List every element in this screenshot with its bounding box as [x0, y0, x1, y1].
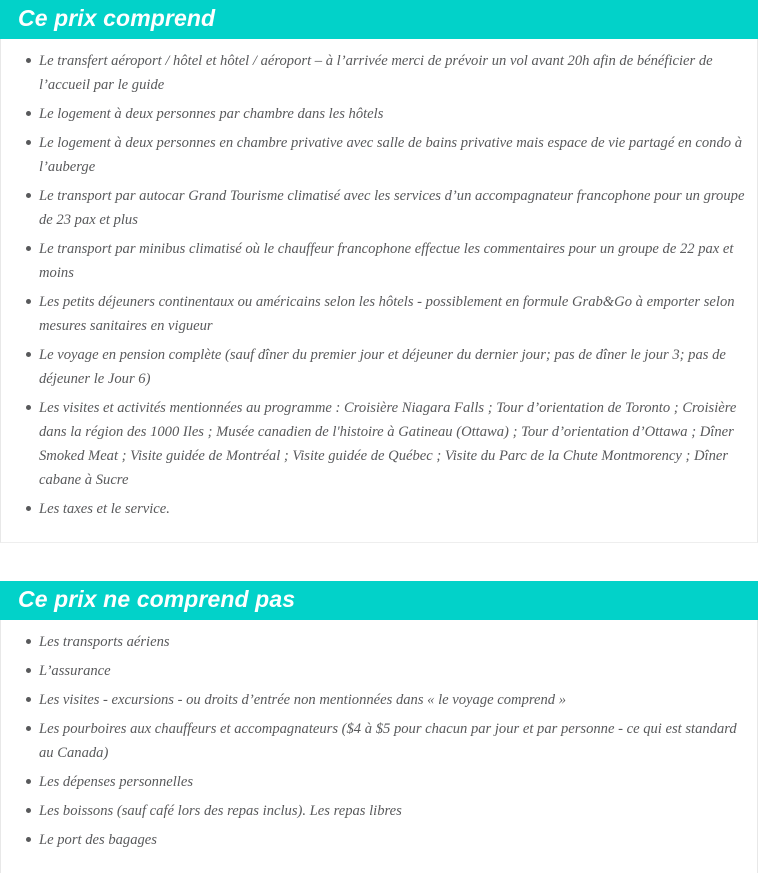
list-item	[13, 688, 745, 712]
section-body-prix-ne-comprend-pas	[0, 620, 758, 873]
list-item	[13, 659, 745, 683]
bullet-icon	[26, 779, 31, 784]
bullet-icon	[26, 111, 31, 116]
list-item-text: Le logement à deux personnes en chambre privative avec salle de bains privative mais espace de vie partagé en condo à l’auberge	[39, 135, 743, 175]
list-item	[13, 396, 745, 492]
list-item-text: Le transport par autocar Grand Tourisme climatisé avec les services d’un accompagnateur francophone pour un groupe de 23 pax et plus	[39, 188, 745, 228]
section-body-prix-comprend	[0, 39, 758, 543]
bullet-icon	[26, 808, 31, 813]
list-item-text: Les boissons (sauf café lors des repas inclus). Les repas libres	[39, 803, 402, 819]
exclusions-list	[13, 630, 745, 852]
list-item-text: Les taxes et le service.	[39, 501, 170, 517]
section-prix-ne-comprend-pas	[0, 581, 758, 873]
bullet-icon	[26, 668, 31, 673]
list-item	[13, 630, 745, 654]
list-item-text: Le port des bagages	[39, 832, 157, 848]
list-item	[13, 49, 745, 97]
list-item	[13, 102, 745, 126]
list-item-text: Les visites et activités mentionnées au programme : Croisière Niagara Falls ; Tour d’orientation de Toronto ; Croisière dans la région des 1000 Iles ; Musée canadien de l'histoire à Gatineau (Ottawa) ; Tour d’orientation d’Ottawa ; Dîner Smoked Meat ; Visite guidée de Montréal ; Visite guidée de Québec ; Visite du Parc de la Chute Montmorency ; Dîner cabane à Sucre	[39, 400, 737, 488]
bullet-icon	[26, 299, 31, 304]
section-title-prix-ne-comprend-pas: Ce prix ne comprend pas	[0, 581, 758, 620]
list-item-text: Les pourboires aux chauffeurs et accompagnateurs ($4 à $5 pour chacun par jour et par personne - ce qui est standard au Canada)	[39, 721, 737, 761]
list-item-text: Les dépenses personnelles	[39, 774, 194, 790]
bullet-icon	[26, 639, 31, 644]
bullet-icon	[26, 140, 31, 145]
list-item-text: Les petits déjeuners continentaux ou américains selon les hôtels - possiblement en formule Grab&Go à emporter selon mesures sanitaires en vigueur	[39, 294, 735, 334]
list-item	[13, 184, 745, 232]
list-item-text: Les transports aériens	[39, 634, 170, 650]
bullet-icon	[26, 352, 31, 357]
list-item	[13, 290, 745, 338]
list-item	[13, 828, 745, 852]
list-item	[13, 497, 745, 521]
bullet-icon	[26, 405, 31, 410]
list-item	[13, 237, 745, 285]
list-item	[13, 131, 745, 179]
list-item-text: Le logement à deux personnes par chambre dans les hôtels	[39, 106, 384, 122]
section-divider-gap	[0, 543, 758, 581]
list-item	[13, 799, 745, 823]
bullet-icon	[26, 193, 31, 198]
list-item-text: Le transport par minibus climatisé où le chauffeur francophone effectue les commentaires pour un groupe de 22 pax et moins	[39, 241, 734, 281]
list-item-text: Le transfert aéroport / hôtel et hôtel / aéroport – à l’arrivée merci de prévoir un vol avant 20h afin de bénéficier de l’accueil par le guide	[39, 53, 713, 93]
bullet-icon	[26, 58, 31, 63]
list-item-text: Les visites - excursions - ou droits d’entrée non mentionnées dans « le voyage comprend »	[39, 692, 567, 708]
section-title-prix-comprend: Ce prix comprend	[0, 0, 758, 39]
bullet-icon	[26, 837, 31, 842]
list-item	[13, 343, 745, 391]
inclusions-list	[13, 49, 745, 521]
list-item-text: L’assurance	[39, 663, 111, 679]
list-item	[13, 770, 745, 794]
bullet-icon	[26, 726, 31, 731]
list-item-text: Le voyage en pension complète (sauf dîner du premier jour et déjeuner du dernier jour; pas de dîner le jour 3; pas de déjeuner le Jour 6)	[39, 347, 726, 387]
bullet-icon	[26, 246, 31, 251]
bullet-icon	[26, 697, 31, 702]
bullet-icon	[26, 506, 31, 511]
list-item	[13, 717, 745, 765]
